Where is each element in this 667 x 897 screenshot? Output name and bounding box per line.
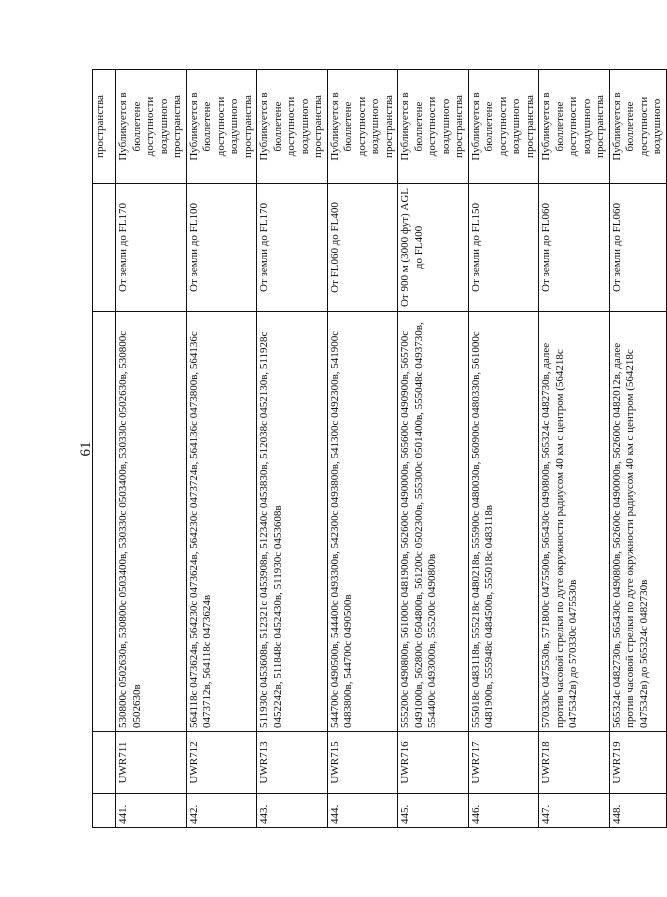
zone-code: UWR712 <box>186 732 257 794</box>
publication-note: Публикуется в бюллетене доступности воздушного <box>609 70 666 184</box>
vertical-limits: От земли до FL170 <box>116 184 187 312</box>
zone-coordinates: 555200с 0490800в, 561000с 0481900в, 562600с 0490000в, 565600с 0490900в, 565700с 0491000в, 562800с 0504800в, 561200с 0502300в, 555300с 0501400в, 555048с 0493730в, 554400с 0493000в, 555200с 0490800в <box>398 312 469 732</box>
zone-coordinates: 511930с 0453608в, 512321с 0453908в, 512340с 0453830в, 512038с 0452130в, 511928с 0452242в, 511848с 0452430в, 511930с 0453608в <box>257 312 328 732</box>
zone-coordinates: 530800с 0502630в, 530800с 0503400в, 530330с 0503400в, 530330с 0502630в, 530800с 0502630в <box>116 312 187 732</box>
vertical-limits: От земли до FL150 <box>468 184 539 312</box>
publication-note: Публикуется в бюллетене доступности воздушного пространства <box>539 70 610 184</box>
table-row <box>398 70 469 828</box>
vertical-limits: От земли до FL100 <box>186 184 257 312</box>
row-number: 445. <box>398 794 469 828</box>
row-number: 443. <box>257 794 328 828</box>
cell-limits <box>93 184 116 312</box>
row-number: 444. <box>327 794 398 828</box>
zone-code: UWR716 <box>398 732 469 794</box>
cell-note: пространства <box>93 70 116 184</box>
vertical-limits: От земли до FL060 <box>609 184 666 312</box>
row-number: 442. <box>186 794 257 828</box>
zone-coordinates: 565324с 0482730в, 565430с 0490800в, 562600с 0490000в, 562600с 0482012в, далее против часовой стрелки по дуге окружности радиусом 40 км с центром (564218с 0475342в) до 565324с 0482730в <box>609 312 666 732</box>
airspace-zone-table <box>92 70 663 828</box>
publication-note: Публикуется в бюллетене доступности воздушного пространства <box>257 70 328 184</box>
publication-note: Публикуется в бюллетене доступности воздушного пространства <box>116 70 187 184</box>
table-row <box>539 70 610 828</box>
table-row <box>468 70 539 828</box>
publication-note: Публикуется в бюллетене доступности воздушного пространства <box>398 70 469 184</box>
table-row <box>116 70 187 828</box>
zone-coordinates: 555018с 0483118в, 555218с 0480218в, 555900с 0480030в, 560900с 0480330в, 561000с 0481900в, 555948с 0484500в, 555018с 0483118в <box>468 312 539 732</box>
row-number: 447. <box>539 794 610 828</box>
zone-code: UWR717 <box>468 732 539 794</box>
publication-note: Публикуется в бюллетене доступности воздушного пространства <box>186 70 257 184</box>
publication-note: Публикуется в бюллетене доступности воздушного пространства <box>327 70 398 184</box>
table-row <box>609 70 666 828</box>
cell-num <box>93 794 116 828</box>
zone-coordinates: 544700с 0490500в, 544400с 0493300в, 542300с 0493800в, 541300с 0492300в, 541900с 0483800в, 544700с 0490500в <box>327 312 398 732</box>
vertical-limits: От FL060 до FL400 <box>327 184 398 312</box>
publication-note: Публикуется в бюллетене доступности воздушного пространства <box>468 70 539 184</box>
page-number: 61 <box>78 441 94 457</box>
row-number: 448. <box>609 794 666 828</box>
vertical-limits: От 900 м (3000 фут) AGL до FL400 <box>398 184 469 312</box>
table-row <box>257 70 328 828</box>
row-number: 441. <box>116 794 187 828</box>
vertical-limits: От земли до FL170 <box>257 184 328 312</box>
zone-code: UWR719 <box>609 732 666 794</box>
zone-coordinates: 570330с 0475530в, 571800с 0475500в, 565430с 0490800в, 565324с 0482730в, далее против часовой стрелки по дуге окружности радиусом 40 км с центром (564218с 0475342в) до 570330с 0475530в <box>539 312 610 732</box>
zone-code: UWR713 <box>257 732 328 794</box>
cell-code <box>93 732 116 794</box>
zone-code: UWR718 <box>539 732 610 794</box>
zone-coordinates: 564118с 0473624в, 564230с 0473624в, 564230с 0473724в, 564136с 0473800в, 564136с 0473712в, 564118с 0473624в <box>186 312 257 732</box>
zone-code: UWR711 <box>116 732 187 794</box>
zone-code: UWR715 <box>327 732 398 794</box>
table-row <box>327 70 398 828</box>
table-row <box>186 70 257 828</box>
row-number: 446. <box>468 794 539 828</box>
table-row-continued <box>93 70 116 828</box>
cell-coords <box>93 312 116 732</box>
vertical-limits: От земли до FL060 <box>539 184 610 312</box>
